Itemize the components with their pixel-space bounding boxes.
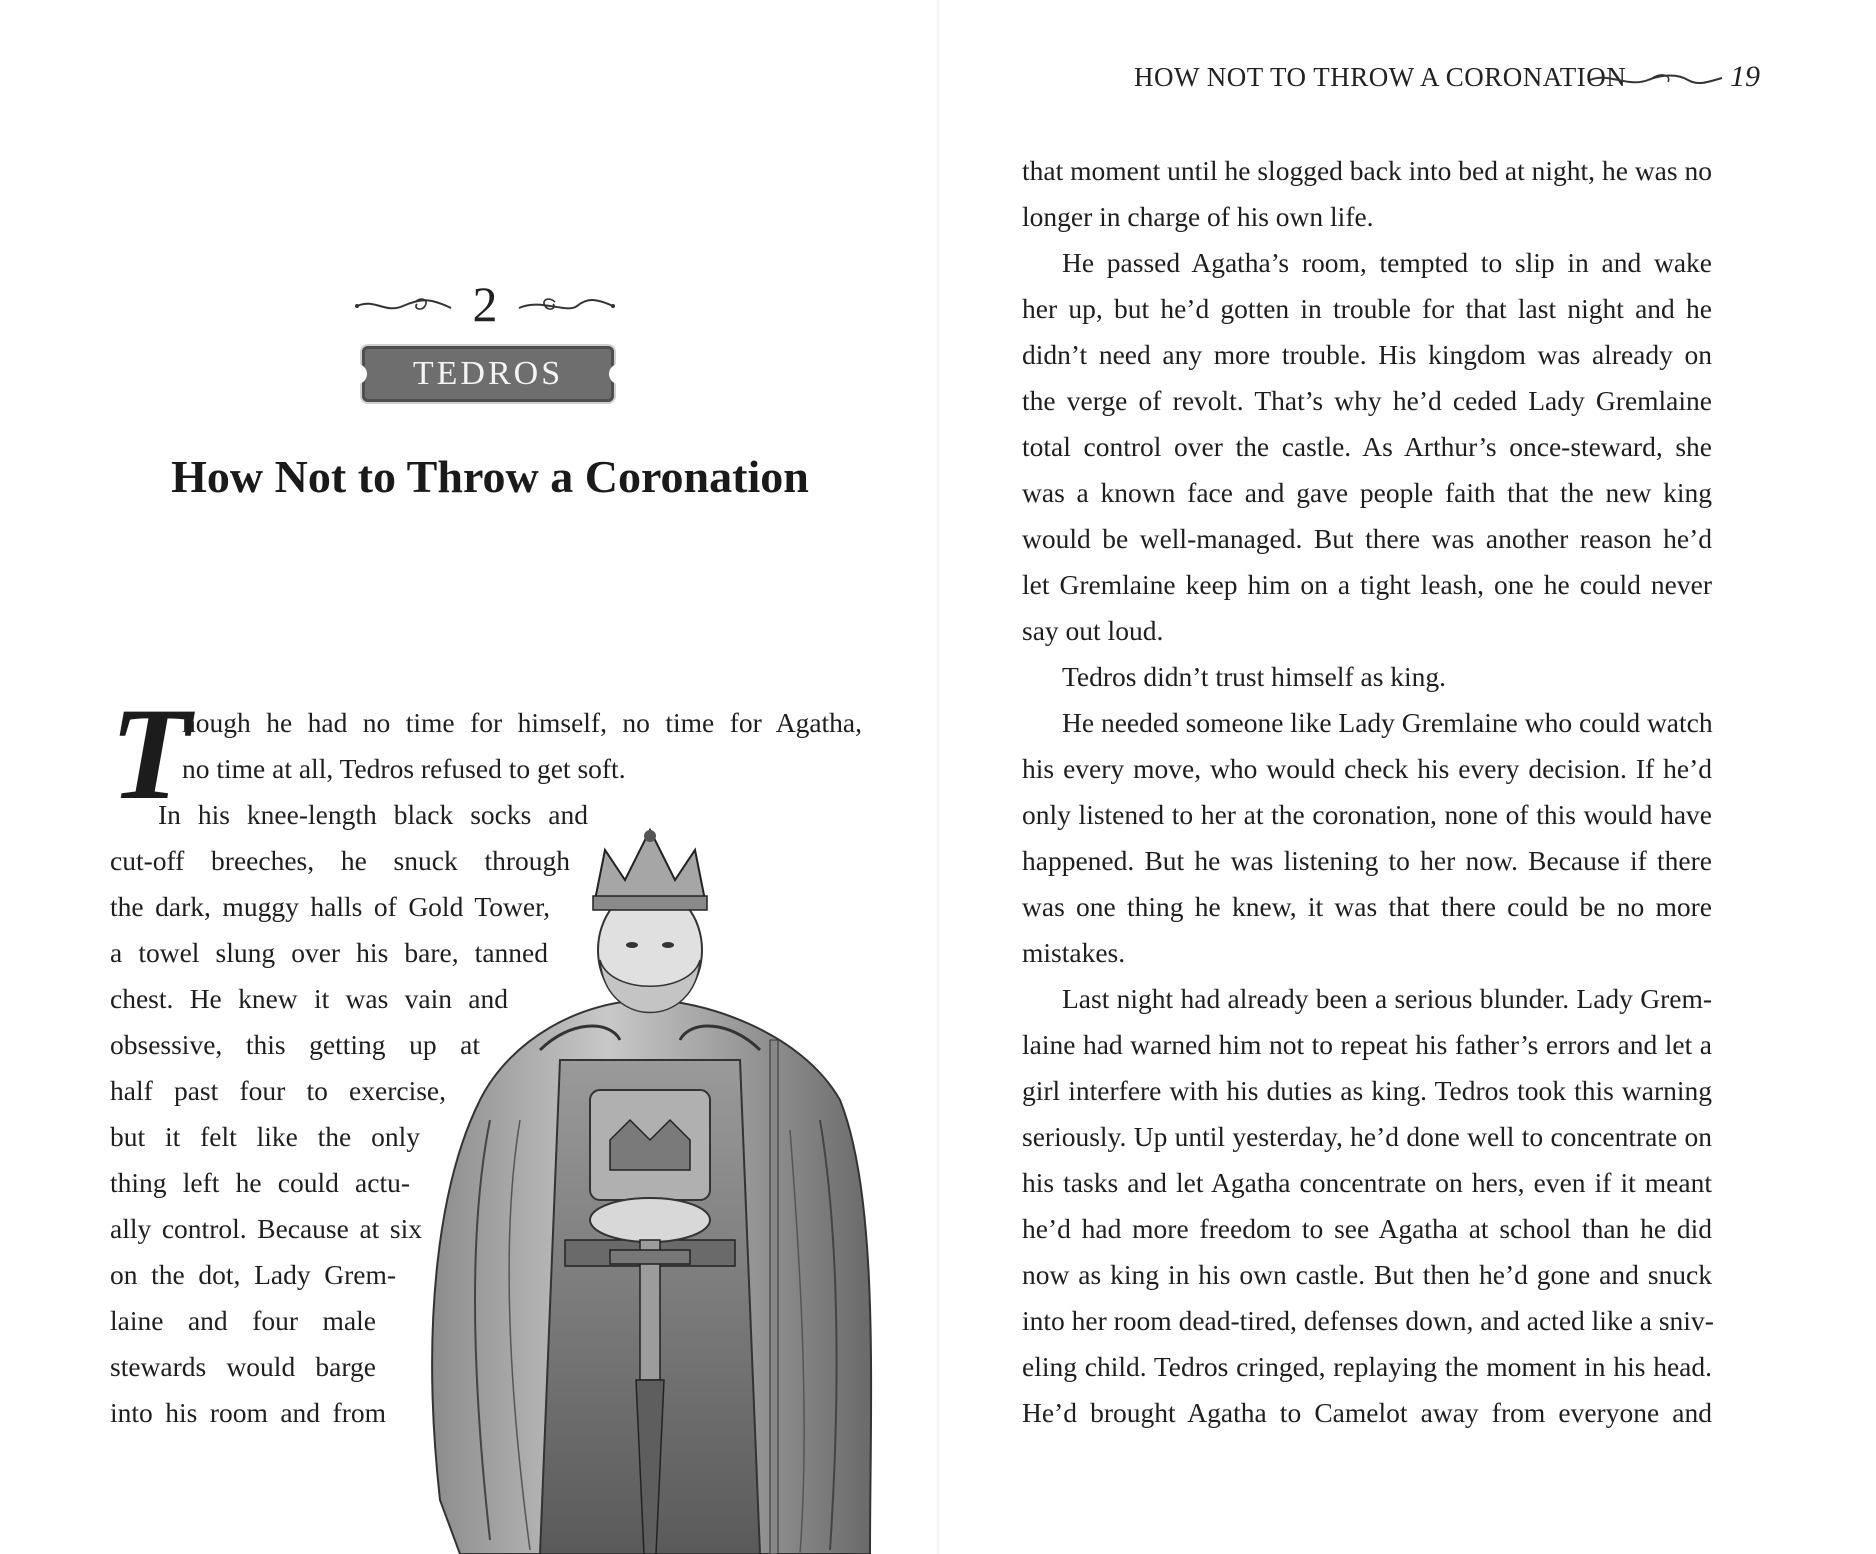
chapter-title: How Not to Throw a Coronation bbox=[171, 451, 809, 502]
character-name-plate bbox=[362, 346, 614, 402]
right-text-line: seriously. Up until yesterday, he’d done well to concentrate on bbox=[1022, 1121, 1712, 1152]
right-text-line: the verge of revolt. That’s why he’d ceded Lady Gremlaine bbox=[1022, 385, 1712, 416]
left-text-line: cut-off breeches, he snuck through bbox=[110, 845, 570, 876]
right-text-line: He passed Agatha’s room, tempted to slip in and wake bbox=[1062, 247, 1712, 278]
left-text-line: stewards would barge bbox=[110, 1351, 376, 1382]
left-text-line: but it felt like the only bbox=[110, 1121, 420, 1152]
right-text-line: happened. But he was listening to her now. Because if there bbox=[1022, 845, 1712, 876]
right-text-line: girl interfere with his duties as king. Tedros took this warning bbox=[1022, 1075, 1712, 1106]
right-text-line: let Gremlaine keep him on a tight leash, one he could never bbox=[1022, 569, 1712, 600]
right-text-line: his tasks and let Agatha concentrate on hers, even if it meant bbox=[1022, 1167, 1712, 1198]
right-text-line: Tedros didn’t trust himself as king. bbox=[1062, 661, 1447, 692]
right-text-line: his every move, who would check his every decision. If he’d bbox=[1022, 753, 1712, 784]
right-text-line: mistakes. bbox=[1022, 937, 1126, 968]
right-text-line: laine had warned him not to repeat his father’s errors and let a bbox=[1022, 1029, 1712, 1060]
running-head: HOW NOT TO THROW A CORONATION bbox=[1134, 62, 1627, 92]
drop-cap: T bbox=[110, 680, 191, 827]
chapter-number: 2 bbox=[472, 276, 498, 332]
right-text-line: didn’t need any more trouble. His kingdom was already on bbox=[1022, 339, 1712, 370]
right-text-line: now as king in his own castle. But then he’d gone and snuck bbox=[1022, 1259, 1712, 1290]
left-text-line: In his knee-length black socks and bbox=[158, 799, 588, 830]
page-number: 19 bbox=[1730, 60, 1760, 93]
left-text-line: into his room and from bbox=[110, 1397, 386, 1428]
left-text-line: ally control. Because at six bbox=[110, 1213, 422, 1244]
left-text-line: chest. He knew it was vain and bbox=[110, 983, 508, 1014]
right-text-line: He’d brought Agatha to Camelot away from everyone and bbox=[1022, 1397, 1712, 1428]
flourish-icon bbox=[1588, 70, 1724, 90]
right-text-line: that moment until he slogged back into bed at night, he was no bbox=[1022, 155, 1712, 186]
left-text-line: no time at all, Tedros refused to get soft. bbox=[182, 753, 626, 784]
right-text-line: He needed someone like Lady Gremlaine who could watch bbox=[1062, 707, 1713, 738]
right-text-line: total control over the castle. As Arthur’s once-steward, she bbox=[1022, 431, 1712, 462]
right-text-line: into her room dead-tired, defenses down, and acted like a sniv- bbox=[1022, 1305, 1714, 1336]
right-text-line: say out loud. bbox=[1022, 615, 1164, 646]
right-text-line: would be well-managed. But there was another reason he’d bbox=[1022, 523, 1712, 554]
left-text-line: thing left he could actu- bbox=[110, 1167, 410, 1198]
right-text-line: was a known face and gave people faith that the new king bbox=[1022, 477, 1712, 508]
left-text-line: laine and four male bbox=[110, 1305, 376, 1336]
character-name: TEDROS bbox=[412, 355, 564, 392]
chapter-ornament bbox=[355, 276, 615, 332]
right-swirl-icon bbox=[515, 294, 615, 318]
left-text-line: obsessive, this getting up at bbox=[110, 1029, 480, 1060]
right-text-line: Last night had already been a serious blunder. Lady Grem- bbox=[1062, 983, 1712, 1014]
left-text-line: the dark, muggy halls of Gold Tower, bbox=[110, 891, 550, 922]
right-text-line: her up, but he’d gotten in trouble for that last night and he bbox=[1022, 293, 1712, 324]
right-page bbox=[938, 0, 1876, 1554]
left-text-line: hough he had no time for himself, no time for Agatha, bbox=[182, 707, 862, 738]
right-text-line: only listened to her at the coronation, none of this would have bbox=[1022, 799, 1712, 830]
right-text-line: eling child. Tedros cringed, replaying the moment in his head. bbox=[1022, 1351, 1712, 1382]
left-text-line: a towel slung over his bare, tanned bbox=[110, 937, 548, 968]
right-text-line: he’d had more freedom to see Agatha at school than he did bbox=[1022, 1213, 1712, 1244]
left-text-line: half past four to exercise, bbox=[110, 1075, 446, 1106]
king-illustration bbox=[400, 800, 900, 1554]
left-text-line: on the dot, Lady Grem- bbox=[110, 1259, 396, 1290]
right-text-line: was one thing he knew, it was that there could be no more bbox=[1022, 891, 1712, 922]
right-text-line: longer in charge of his own life. bbox=[1022, 201, 1374, 232]
